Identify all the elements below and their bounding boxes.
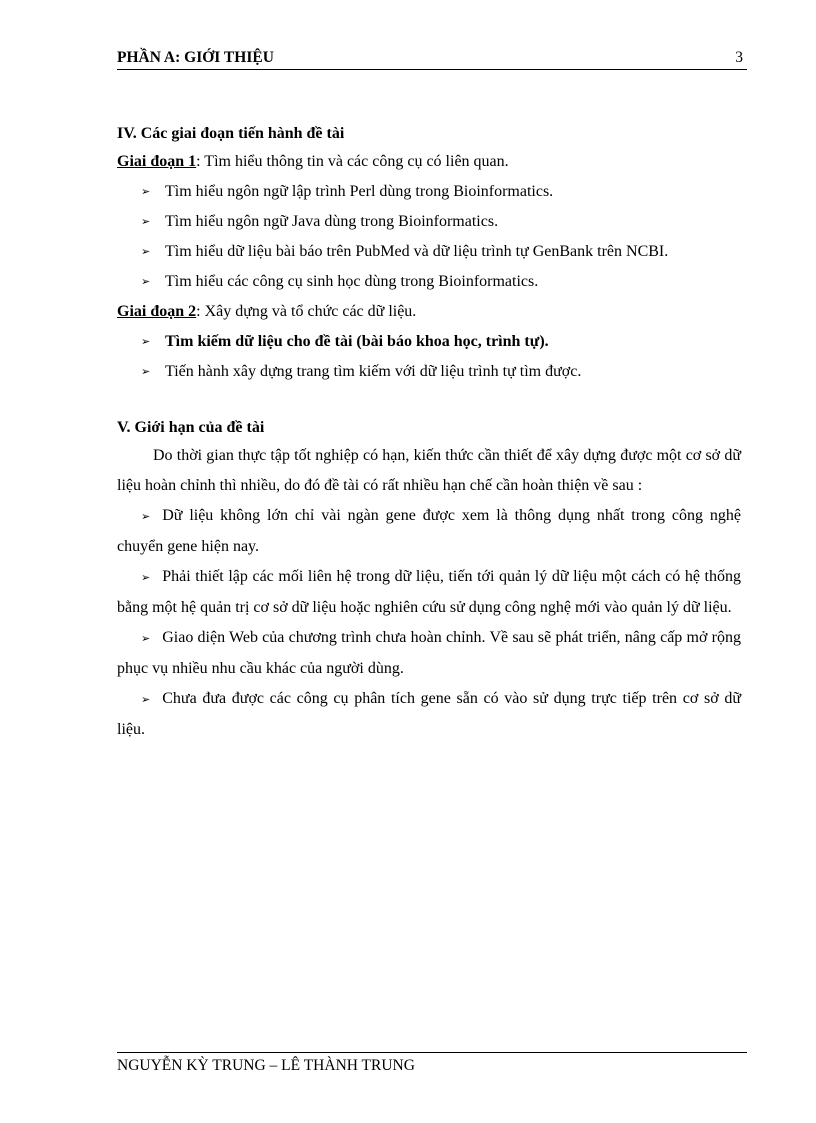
stage-1-text: : Tìm hiểu thông tin và các công cụ có liên quan. <box>196 153 509 170</box>
stage-2-line <box>117 297 741 327</box>
section-5-title: V. Giới hạn của đề tài <box>117 419 265 436</box>
stage-1-label: Giai đoạn 1 <box>117 153 197 170</box>
stage-1-line <box>117 147 741 177</box>
list-item: ➢ Dữ liệu không lớn chỉ vài ngàn gene được xem là thông dụng nhất trong công nghệ chuyển gene hiện nay. <box>117 507 741 555</box>
list-item: ➢ Chưa đưa được các công cụ phân tích gene sẵn có vào sử dụng trực tiếp trên cơ sở dữ liệu. <box>117 690 741 738</box>
section-4-title: IV. Các giai đoạn tiến hành đề tài <box>117 125 345 142</box>
list-item: ➢ Tiến hành xây dựng trang tìm kiếm với dữ liệu trình tự tìm được. <box>117 357 741 387</box>
arrow-bullet-icon: ➢ <box>141 571 151 584</box>
stage-2-text: : Xây dựng và tổ chức các dữ liệu. <box>196 303 417 320</box>
footer-authors: NGUYỄN KỲ TRUNG – LÊ THÀNH TRUNG <box>117 1057 415 1074</box>
arrow-bullet-icon: ➢ <box>141 245 151 258</box>
arrow-bullet-icon: ➢ <box>141 632 151 645</box>
arrow-bullet-icon: ➢ <box>141 185 151 198</box>
list-item: ➢ Phải thiết lập các mối liên hệ trong dữ liệu, tiến tới quản lý dữ liệu một cách có hệ thống bằng một hệ quản trị cơ sở dữ liệu hoặc nghiên cứu sử dụng công nghệ mới vào quản lý dữ liệu. <box>117 568 741 616</box>
arrow-bullet-icon: ➢ <box>141 510 151 523</box>
stage-2-list <box>117 327 741 387</box>
arrow-bullet-icon: ➢ <box>141 335 151 348</box>
list-item: ➢ Tìm hiểu dữ liệu bài báo trên PubMed và dữ liệu trình tự GenBank trên NCBI. <box>117 237 741 267</box>
list-item: ➢ Tìm hiểu ngôn ngữ lập trình Perl dùng trong Bioinformatics. <box>117 177 741 207</box>
stage-2-label: Giai đoạn 2 <box>117 303 197 320</box>
page-content <box>117 121 741 745</box>
page-header <box>117 48 747 70</box>
limitations-list <box>117 501 741 745</box>
arrow-bullet-icon: ➢ <box>141 693 151 706</box>
list-item: ➢ Tìm hiểu ngôn ngữ Java dùng trong Bioinformatics. <box>117 207 741 237</box>
arrow-bullet-icon: ➢ <box>141 275 151 288</box>
list-item: ➢ Tìm hiểu các công cụ sinh học dùng trong Bioinformatics. <box>117 267 741 297</box>
list-item: ➢ Tìm kiếm dữ liệu cho đề tài (bài báo khoa học, trình tự). <box>117 327 741 357</box>
page-number: 3 <box>735 49 743 66</box>
arrow-bullet-icon: ➢ <box>141 215 151 228</box>
page-footer <box>117 1052 747 1076</box>
section-5-intro: Do thời gian thực tập tốt nghiệp có hạn, kiến thức cần thiết để xây dựng được một cơ sở dữ liệu hoàn chỉnh thì nhiều, do đó đề tài có rất nhiều hạn chế cần hoàn thiện về sau : <box>117 447 741 494</box>
header-title: PHẦN A: GIỚI THIỆU <box>117 49 274 66</box>
arrow-bullet-icon: ➢ <box>141 365 151 378</box>
stage-1-list <box>117 177 741 297</box>
list-item: ➢ Giao diện Web của chương trình chưa hoàn chỉnh. Về sau sẽ phát triển, nâng cấp mở rộng phục vụ nhiều nhu cầu khác của người dùng. <box>117 629 741 677</box>
